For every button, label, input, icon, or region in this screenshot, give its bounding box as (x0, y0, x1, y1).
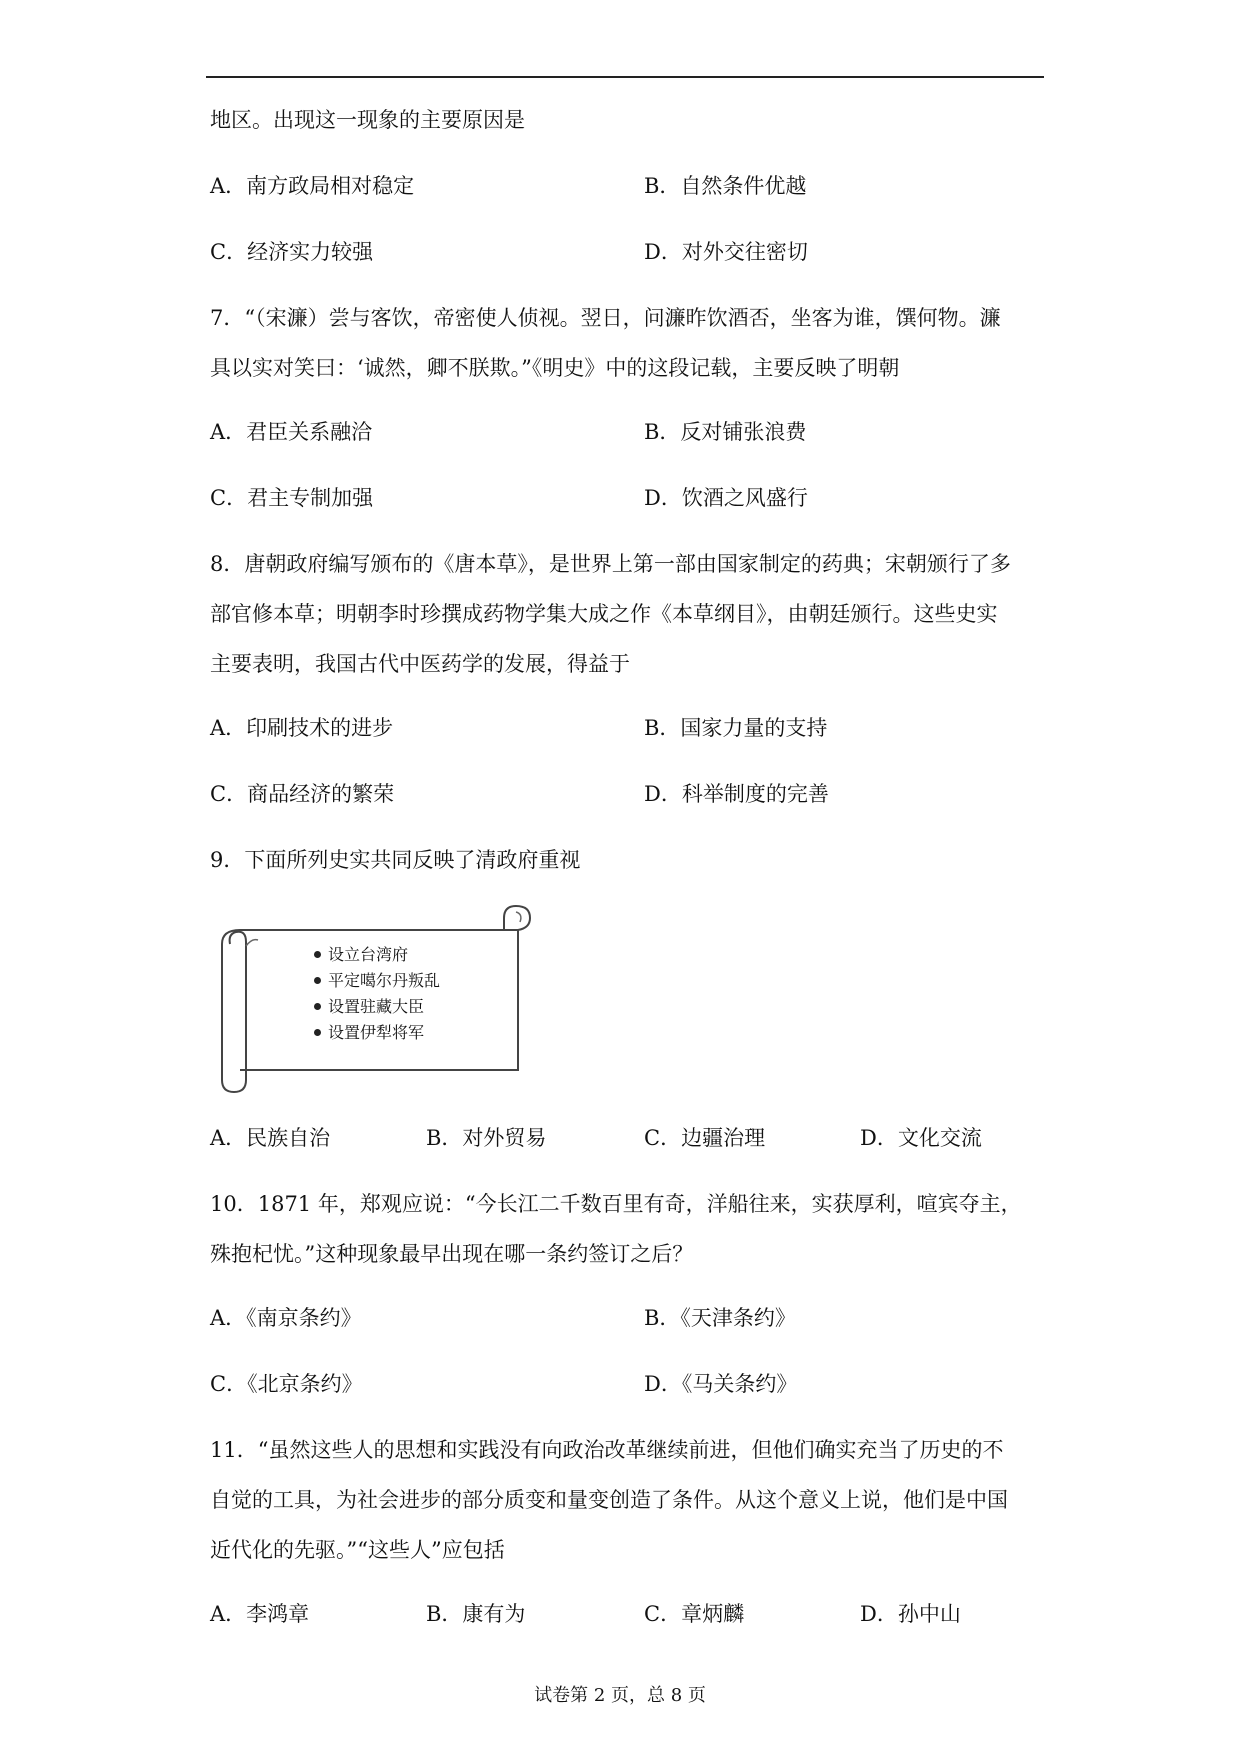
q10-option-d: D．《马关条约》 (644, 1372, 798, 1396)
question-11-line-2: 自觉的工具，为社会进步的部分质变和量变创造了条件。从这个意义上说，他们是中国 (210, 1488, 1008, 1512)
q6-option-b: B．自然条件优越 (644, 174, 807, 198)
bullet-icon (314, 1003, 321, 1010)
question-11-line-3: 近代化的先驱。”“这些人”应包括 (210, 1538, 505, 1562)
q10-option-a: A．《南京条约》 (210, 1306, 362, 1330)
question-10-line-1: 10．1871 年，郑观应说：“今长江二千数百里有奇，洋船往来，实获厚利，喧宾夺主， (210, 1192, 1022, 1216)
question-11-line-1: 11．“虽然这些人的思想和实践没有向政治改革继续前进，但他们确实充当了历史的不 (210, 1438, 1004, 1462)
question-9-stem: 9．下面所列史实共同反映了清政府重视 (210, 848, 581, 872)
q9-option-a: A．民族自治 (210, 1126, 331, 1150)
question-7-line-1: 7．“（宋濂）尝与客饮，帝密使人侦视。翌日，问濂昨饮酒否，坐客为谁，馔何物。濂 (210, 306, 1001, 330)
q10-option-c: C．《北京条约》 (210, 1372, 363, 1396)
question-7-line-2: 具以实对笑曰：‘诚然，卿不朕欺。”《明史》中的这段记载，主要反映了明朝 (210, 356, 900, 380)
q7-option-d: D．饮酒之风盛行 (644, 486, 808, 510)
q11-option-a: A．李鸿章 (210, 1602, 310, 1626)
bullet-icon (314, 977, 321, 984)
question-8-line-3: 主要表明，我国古代中医药学的发展，得益于 (210, 652, 630, 676)
scroll-item-3: 设置驻藏大臣 (328, 997, 425, 1016)
q7-option-a: A．君臣关系融洽 (210, 420, 373, 444)
q11-option-c: C．章炳麟 (644, 1602, 745, 1626)
scroll-item-4: 设置伊犁将军 (328, 1023, 425, 1042)
q6-option-d: D．对外交往密切 (644, 240, 808, 264)
q7-option-b: B．反对铺张浪费 (644, 420, 807, 444)
q9-option-d: D．文化交流 (860, 1126, 982, 1150)
question-8-line-2: 部官修本草；明朝李时珍撰成药物学集大成之作《本草纲目》，由朝廷颁行。这些史实 (210, 602, 998, 626)
q11-option-d: D．孙中山 (860, 1602, 961, 1626)
q6-option-c: C．经济实力较强 (210, 240, 374, 264)
header-rule (206, 76, 1044, 78)
q8-option-c: C．商品经济的繁荣 (210, 782, 395, 806)
question-6-stem: 地区。出现这一现象的主要原因是 (210, 108, 525, 132)
scroll-item-1: 设立台湾府 (328, 945, 409, 964)
q9-option-c: C．边疆治理 (644, 1126, 766, 1150)
q8-option-d: D．科举制度的完善 (644, 782, 829, 806)
bullet-icon (314, 1029, 321, 1036)
q6-option-a: A．南方政局相对稳定 (210, 174, 415, 198)
q7-option-c: C．君主专制加强 (210, 486, 374, 510)
q8-option-b: B．国家力量的支持 (644, 716, 828, 740)
q10-option-b: B．《天津条约》 (644, 1306, 796, 1330)
scroll-item-2: 平定噶尔丹叛乱 (328, 971, 441, 990)
question-10-line-2: 殊抱杞忧。”这种现象最早出现在哪一条约签订之后？ (210, 1242, 694, 1266)
q11-option-b: B．康有为 (426, 1602, 526, 1626)
question-8-line-1: 8．唐朝政府编写颁布的《唐本草》，是世界上第一部由国家制定的药典；宋朝颁行了多 (210, 552, 1011, 576)
bullet-icon (314, 951, 321, 958)
q8-option-a: A．印刷技术的进步 (210, 716, 394, 740)
page-footer: 试卷第 2 页，总 8 页 (534, 1685, 706, 1706)
scroll-figure (218, 902, 536, 1094)
q9-option-b: B．对外贸易 (426, 1126, 547, 1150)
